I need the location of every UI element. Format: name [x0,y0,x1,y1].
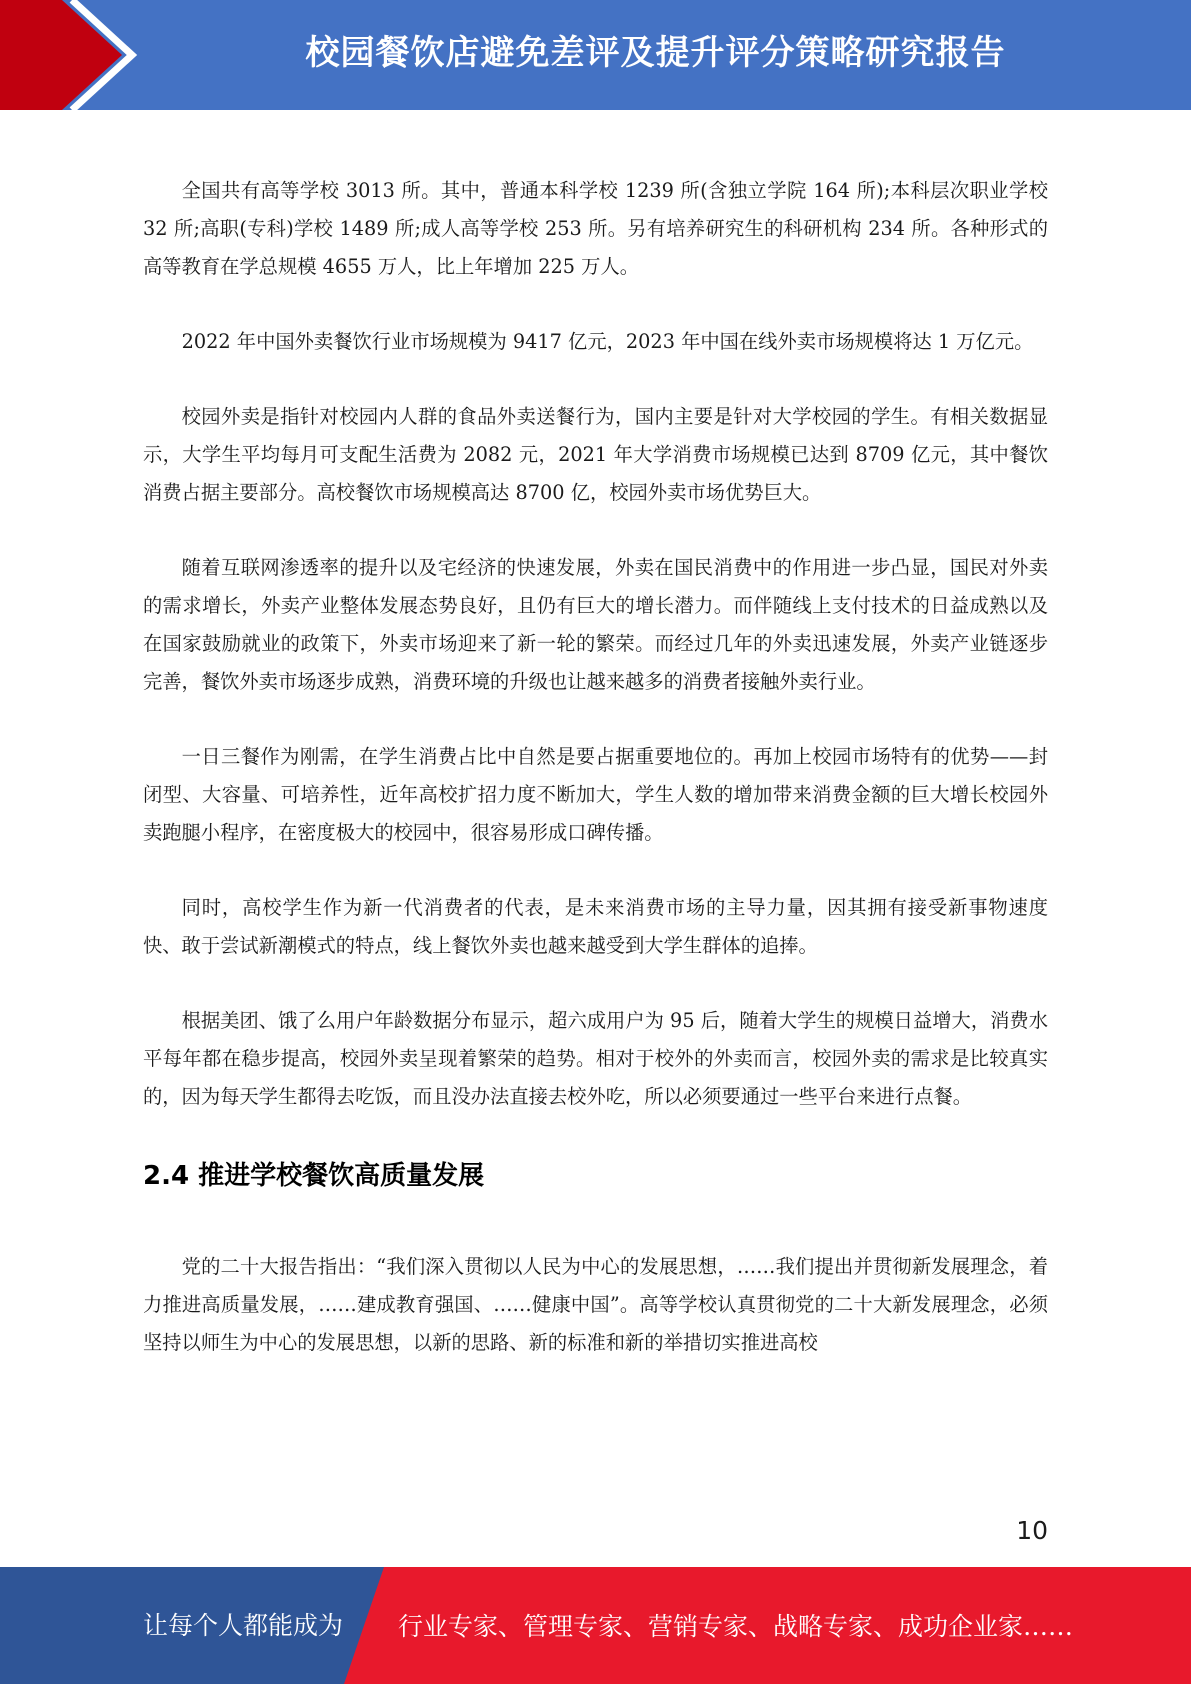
footer-slogan-left: 让每个人都能成为 [143,1611,344,1640]
paragraph-user-age-distribution: 根据美团、饿了么用户年龄数据分布显示，超六成用户为 95 后，随着大学生的规模日益增大，消费水平每年都在稳步提高，校园外卖呈现着繁荣的趋势。相对于校外的外卖而言，校园外卖的需求是比较真实的，因为每天学生都得去吃饭，而且没办法直接去校外吃，所以必须要通过一些平台来进行点餐。 [143,1009,1048,1108]
document-body [143,172,1048,1399]
paragraph-three-meals: 一日三餐作为刚需，在学生消费占比中自然是要占据重要地位的。再加上校园市场特有的优势——封闭型、大容量、可培养性，近年高校扩招力度不断加大，学生人数的增加带来消费金额的巨大增长校园外卖跑腿小程序，在密度极大的校园中，很容易形成口碑传播。 [143,745,1048,844]
paragraph-campus-takeout-definition: 校园外卖是指针对校园内人群的食品外卖送餐行为，国内主要是针对大学校园的学生。有相关数据显示，大学生平均每月可支配生活费为 2082 元，2021 年大学消费市场规模已达到 8709 亿元，其中餐饮消费占据主要部分。高校餐饮市场规模高达 8700 亿，校园外卖市场优势巨大。 [143,405,1048,504]
report-title: 校园餐饮店避免差评及提升评分策略研究报告 [305,33,1006,73]
paragraph-student-consumers: 同时，高校学生作为新一代消费者的代表，是未来消费市场的主导力量，因其拥有接受新事物速度快、敢于尝试新潮模式的特点，线上餐饮外卖也越来越受到大学生群体的追捧。 [143,896,1048,957]
chevron-decoration-icon [0,0,150,110]
section-heading: 2.4 推进学校餐饮高质量发展 [143,1161,485,1191]
page-footer [0,1567,1191,1684]
paragraph-higher-education-stats: 全国共有高等学校 3013 所。其中，普通本科学校 1239 所(含独立学院 164 所);本科层次职业学校 32 所;高职(专科)学校 1489 所;成人高等学校 253 所。另有培养研究生的科研机构 234 所。各种形式的高等教育在学总规模 4655 万人，比上年增加 225 万人。 [143,179,1048,278]
page-number: 10 [1016,1516,1048,1545]
footer-slogan-right: 行业专家、管理专家、营销专家、战略专家、成功企业家…… [398,1612,1074,1641]
paragraph-internet-penetration: 随着互联网渗透率的提升以及宅经济的快速发展，外卖在国民消费中的作用进一步凸显，国民对外卖的需求增长，外卖产业整体发展态势良好，且仍有巨大的增长潜力。而伴随线上支付技术的日益成熟以及在国家鼓励就业的政策下，外卖市场迎来了新一轮的繁荣。而经过几年的外卖迅速发展，外卖产业链逐步完善，餐饮外卖市场逐步成熟，消费环境的升级也让越来越多的消费者接触外卖行业。 [143,556,1048,693]
paragraph-party-report: 党的二十大报告指出：“我们深入贯彻以人民为中心的发展思想，……我们提出并贯彻新发展理念，着力推进高质量发展，……建成教育强国、……健康中国”。高等学校认真贯彻党的二十大新发展理念，必须坚持以师生为中心的发展思想，以新的思路、新的标准和新的举措切实推进高校 [143,1255,1048,1354]
paragraph-takeout-market-size: 2022 年中国外卖餐饮行业市场规模为 9417 亿元，2023 年中国在线外卖市场规模将达 1 万亿元。 [181,330,1034,353]
page-header [0,0,1191,110]
